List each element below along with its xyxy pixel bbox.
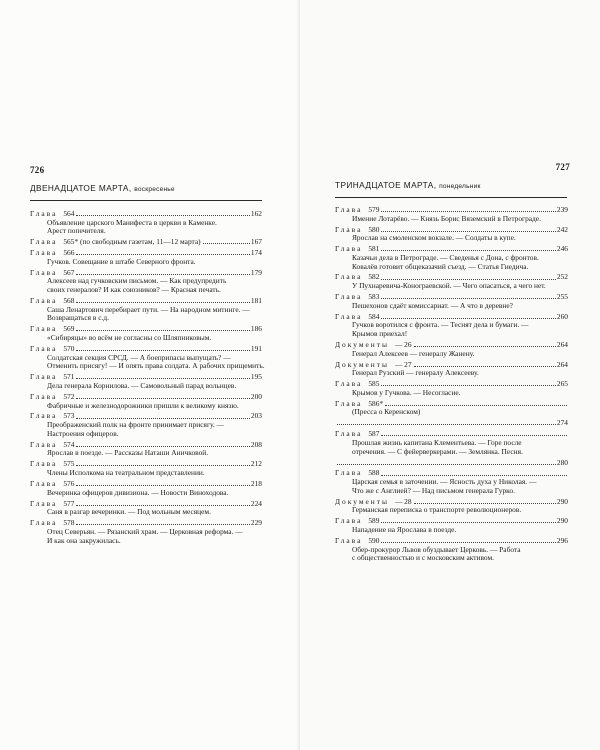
chapter-description xyxy=(30,528,262,545)
chapter-number: — 28 xyxy=(394,496,412,506)
chapter-description xyxy=(335,282,568,291)
toc-entry xyxy=(335,245,568,271)
chapter-description xyxy=(335,546,568,563)
right-page xyxy=(300,0,600,750)
toc-entry xyxy=(30,238,262,247)
chapter-description xyxy=(335,478,568,495)
chapter-page: 167 xyxy=(250,237,262,247)
chapter-number: 580 xyxy=(368,224,380,234)
chapter-description xyxy=(30,508,262,517)
chapter-number: 589 xyxy=(368,516,380,526)
description-line: своих генералов? И как союзников? — Красная печать. xyxy=(47,285,221,295)
dot-leader xyxy=(337,424,556,425)
description-line: Германская переписка о транспорте революционеров. xyxy=(352,505,522,515)
dot-leader xyxy=(381,475,567,476)
toc-entry xyxy=(30,249,262,266)
toc-entry xyxy=(335,419,568,428)
description-line: У Пухнаревича-Конограевской. — Чего опасаться, а чего нет. xyxy=(352,281,546,291)
dot-leader xyxy=(381,231,555,232)
chapter-number: 582 xyxy=(368,272,380,282)
toc-entry-heading xyxy=(335,419,568,428)
chapter-page: 200 xyxy=(250,391,262,401)
dot-leader xyxy=(203,243,250,244)
description-line: отречения. — С фейерверкерами. — Землянка. Песня. xyxy=(352,446,523,456)
toc-left xyxy=(30,209,265,547)
dot-leader xyxy=(385,405,567,406)
toc-entry xyxy=(335,341,568,358)
dot-leader xyxy=(414,503,556,504)
dot-leader xyxy=(76,465,249,466)
description-line: Фабричные и железнодорожники пришли к великому князю. xyxy=(47,400,239,410)
chapter-page: 246 xyxy=(556,244,568,254)
running-head-left-title: ДВЕНАДЦАТОЕ МАРТА, xyxy=(30,183,132,193)
description-line: Пешехонов сдаёт комиссариат. — А что в деревне? xyxy=(352,300,513,310)
dot-leader xyxy=(337,464,556,465)
dot-leader xyxy=(76,330,249,331)
dot-leader xyxy=(76,485,249,486)
chapter-description xyxy=(30,334,262,343)
toc-entry xyxy=(30,441,262,458)
chapter-page: 290 xyxy=(556,516,568,526)
description-line: Дела генерала Корнилова. — Самовольный парад вольнцев. xyxy=(47,380,237,390)
chapter-label: Глава xyxy=(335,535,363,545)
description-line: Что же с Англией? — Над письмом генерала Гурко. xyxy=(352,485,515,495)
toc-entry-heading xyxy=(30,238,262,247)
dot-leader xyxy=(76,524,249,525)
chapter-label: Глава xyxy=(30,372,58,382)
description-line: Настроения офицеров. xyxy=(47,428,119,438)
description-line: И как она закружилась. xyxy=(47,535,121,545)
dot-leader xyxy=(381,542,555,543)
chapter-label: Глава xyxy=(30,459,58,469)
toc-entry xyxy=(335,498,568,515)
chapter-description xyxy=(335,526,568,535)
toc-entry xyxy=(335,537,568,563)
toc-entry xyxy=(335,517,568,534)
chapter-number: 590 xyxy=(368,535,380,545)
dot-leader xyxy=(381,211,555,212)
chapter-label: Глава xyxy=(335,311,363,321)
chapter-description xyxy=(335,408,568,417)
description-line: Прошлая жизнь капитана Клементьева. — Горе после xyxy=(352,437,522,447)
chapter-label: Глава xyxy=(335,398,363,408)
chapter-page: 229 xyxy=(250,518,262,528)
running-head-rule-right xyxy=(335,197,567,198)
chapter-page: 186 xyxy=(250,324,262,334)
running-head-right-title: ТРИНАДЦАТОЕ МАРТА, xyxy=(335,180,437,190)
toc-entry xyxy=(30,269,262,295)
chapter-number: 588 xyxy=(368,468,380,478)
toc-right xyxy=(335,206,568,565)
description-line: Члены Исполкома на театральном представлении. xyxy=(47,468,205,478)
chapter-page: 181 xyxy=(250,296,262,306)
dot-leader xyxy=(76,446,249,447)
chapter-number: 576 xyxy=(63,478,75,488)
running-head-left xyxy=(30,183,175,193)
description-line: «Сибиряцы» во всём не согласны со Шляпниковым. xyxy=(47,333,212,343)
toc-entry xyxy=(30,480,262,497)
dot-leader xyxy=(76,274,249,275)
chapter-label: Глава xyxy=(335,429,363,439)
toc-entry xyxy=(335,380,568,397)
description-line: Арест попечителя. xyxy=(47,226,106,236)
chapter-number: 575 xyxy=(63,459,75,469)
chapter-label: Документы xyxy=(335,359,389,369)
chapter-description xyxy=(335,506,568,515)
chapter-description xyxy=(335,350,568,359)
chapter-label: Глава xyxy=(30,237,58,247)
chapter-number: 581 xyxy=(368,244,380,254)
description-line: Преображенский полк на фронте принимает присягу. — xyxy=(47,420,225,430)
chapter-number: 583 xyxy=(368,292,380,302)
chapter-label: Глава xyxy=(30,478,58,488)
toc-entry xyxy=(30,460,262,477)
chapter-number: 567 xyxy=(63,267,75,277)
chapter-description xyxy=(335,302,568,311)
dot-leader xyxy=(76,302,249,303)
description-line: Ярослав в поезде. — Рассказы Наташи Аничковой. xyxy=(47,448,209,458)
chapter-page: 260 xyxy=(556,311,568,321)
dot-leader xyxy=(414,346,556,347)
description-line: Гучков воротился с фронта. — Теснят дела и бумаги. — xyxy=(352,320,529,330)
toc-entry xyxy=(30,325,262,342)
dot-leader xyxy=(76,378,249,379)
chapter-description xyxy=(30,402,262,411)
chapter-description xyxy=(335,439,568,456)
page-number-left: 726 xyxy=(30,165,45,175)
chapter-label: Глава xyxy=(30,411,58,421)
toc-entry xyxy=(335,430,568,456)
chapter-description xyxy=(335,215,568,224)
description-line: Нападение на Ярослава в поезде. xyxy=(352,525,457,535)
toc-entry xyxy=(335,293,568,310)
chapter-page: 255 xyxy=(556,292,568,302)
chapter-page: 280 xyxy=(556,457,568,467)
chapter-number: 566 xyxy=(63,248,75,258)
chapter-description xyxy=(30,382,262,391)
dot-leader xyxy=(381,385,555,386)
toc-entry xyxy=(30,412,262,438)
chapter-page: 252 xyxy=(556,272,568,282)
chapter-number: 574 xyxy=(63,439,75,449)
page-number-right: 727 xyxy=(555,162,570,172)
chapter-label: Глава xyxy=(335,379,363,389)
chapter-label: Глава xyxy=(30,498,58,508)
chapter-page: 265 xyxy=(556,379,568,389)
description-line: (Пресса о Керенском) xyxy=(352,407,421,417)
chapter-number: 569 xyxy=(63,324,75,334)
running-head-right-sub: понедельник xyxy=(439,183,481,190)
chapter-number: 577 xyxy=(63,498,75,508)
chapter-number: 573 xyxy=(63,411,75,421)
running-head-right xyxy=(335,180,481,190)
toc-entry xyxy=(335,361,568,378)
chapter-page: 274 xyxy=(556,418,568,428)
chapter-description xyxy=(30,352,265,371)
dot-leader xyxy=(381,250,555,251)
chapter-number: 564 xyxy=(63,209,75,218)
toc-entry xyxy=(30,500,262,517)
chapter-number: 578 xyxy=(63,518,75,528)
chapter-page: 212 xyxy=(250,459,262,469)
chapter-label: Глава xyxy=(30,209,58,218)
chapter-description xyxy=(335,321,568,338)
description-line: Алексеев над гучковским письмом. — Как предупредить xyxy=(47,276,227,286)
chapter-page: 242 xyxy=(556,224,568,234)
toc-entry xyxy=(30,210,262,236)
description-line: Саня в разгар вечеринки. — Под мольным месяцем. xyxy=(47,507,211,517)
description-line: Саша Ленартович перебирает пути. — На народном митинге. — xyxy=(47,304,250,314)
toc-entry xyxy=(335,206,568,223)
toc-entry xyxy=(335,469,568,495)
toc-entry xyxy=(30,343,265,371)
chapter-page: 208 xyxy=(250,439,262,449)
chapter-page: 162 xyxy=(250,209,262,218)
toc-entry xyxy=(30,393,262,410)
dot-leader xyxy=(76,505,249,506)
chapter-description xyxy=(30,306,262,323)
description-line: Крымов приехал! xyxy=(352,329,408,339)
chapter-description xyxy=(30,421,262,438)
chapter-label: Глава xyxy=(30,296,58,306)
chapter-number: 586* xyxy=(368,398,384,408)
dot-leader xyxy=(76,350,249,351)
chapter-number: 585 xyxy=(368,379,380,389)
toc-entry xyxy=(335,459,568,468)
chapter-page: 179 xyxy=(250,267,262,277)
chapter-page: 264 xyxy=(556,359,568,369)
chapter-description xyxy=(335,369,568,378)
description-line: Царская семья в заточении. — Ясность духа у Николая. — xyxy=(352,477,537,487)
description-line: Генерал Алексеев — генералу Жанену. xyxy=(352,348,475,358)
description-line: Ярослав на смоленском вокзале. — Солдаты в купе. xyxy=(352,233,516,243)
toc-entry xyxy=(30,373,262,390)
toc-entry-heading xyxy=(335,459,568,468)
chapter-page: 191 xyxy=(250,343,262,353)
chapter-page: 174 xyxy=(250,248,262,258)
description-line: Крымов у Гучкова. — Несогласие. xyxy=(352,387,461,397)
chapter-number: 565* (по свободным газетам, 11—12 марта) xyxy=(63,237,201,247)
description-line: Ковалёв готовит общеказачий съезд. — Статья Гиедича. xyxy=(352,261,529,271)
chapter-number: 584 xyxy=(368,311,380,321)
chapter-label: Глава xyxy=(30,248,58,258)
description-line: Солдатская секция СРСД. — А боеприпасы выпущать? — xyxy=(47,352,231,362)
dot-leader xyxy=(76,254,249,255)
chapter-description xyxy=(30,449,262,458)
description-line: Гучков. Совещание в штабе Северного фронта. xyxy=(47,256,196,266)
chapter-description xyxy=(30,219,262,236)
chapter-page: 239 xyxy=(556,205,568,214)
chapter-label: Глава xyxy=(335,272,363,282)
description-line: с общественностью и с московским активом. xyxy=(352,553,494,563)
chapter-description xyxy=(30,489,262,498)
chapter-number: 571 xyxy=(63,372,75,382)
chapter-page: 195 xyxy=(250,372,262,382)
chapter-label: Документы xyxy=(335,339,389,349)
chapter-label: Глава xyxy=(30,518,58,528)
chapter-number: 579 xyxy=(368,205,380,214)
dot-leader xyxy=(76,418,249,419)
toc-entry xyxy=(335,273,568,290)
chapter-page: 203 xyxy=(250,411,262,421)
chapter-page: 296 xyxy=(556,535,568,545)
description-line: Казачьи дела в Петрограде. — Сведенья с Дона, с фронтов. xyxy=(352,252,539,262)
chapter-page: 224 xyxy=(250,498,262,508)
running-head-rule-left xyxy=(30,200,262,201)
chapter-number: — 26 xyxy=(394,339,412,349)
chapter-page: 264 xyxy=(556,339,568,349)
description-line: Возвращаться в с.д. xyxy=(47,313,109,323)
chapter-label: Глава xyxy=(335,468,363,478)
description-line: Обер-прокурор Львов обуздывает Церковь. — Работа xyxy=(352,544,521,554)
chapter-page: 218 xyxy=(250,478,262,488)
chapter-label: Глава xyxy=(30,439,58,449)
toc-entry xyxy=(335,313,568,339)
toc-entry xyxy=(335,400,568,417)
dot-leader xyxy=(381,435,567,436)
chapter-number: 572 xyxy=(63,391,75,401)
toc-entry xyxy=(335,226,568,243)
toc-entry xyxy=(30,297,262,323)
dot-leader xyxy=(76,215,249,216)
chapter-label: Глава xyxy=(30,391,58,401)
description-line: Отец Северьян. — Рязанский храм. — Церковная реформа. — xyxy=(47,526,243,536)
chapter-label: Глава xyxy=(335,224,363,234)
chapter-description xyxy=(335,389,568,398)
dot-leader xyxy=(381,298,555,299)
description-line: Генерал Рузский — генералу Алексееву. xyxy=(352,368,479,378)
chapter-number: 568 xyxy=(63,296,75,306)
running-head-left-sub: воскресенье xyxy=(134,186,175,193)
chapter-number: 570 xyxy=(63,343,75,353)
chapter-description xyxy=(335,234,568,243)
chapter-number: 587 xyxy=(368,429,380,439)
chapter-description xyxy=(30,258,262,267)
chapter-label: Глава xyxy=(30,343,58,353)
dot-leader xyxy=(381,318,555,319)
chapter-number: — 27 xyxy=(394,359,412,369)
description-line: Объявление царского Манифеста в церкви в Каменке. xyxy=(47,217,217,227)
chapter-description xyxy=(335,254,568,271)
dot-leader xyxy=(381,279,555,280)
description-line: Отменить присягу! — И опять права солдата. А рабочих прищемить. xyxy=(47,361,265,371)
chapter-description xyxy=(30,277,262,294)
chapter-label: Глава xyxy=(335,205,363,214)
chapter-label: Глава xyxy=(335,244,363,254)
toc-entry xyxy=(30,519,262,545)
chapter-label: Глава xyxy=(30,324,58,334)
chapter-label: Глава xyxy=(335,516,363,526)
chapter-page: 290 xyxy=(556,496,568,506)
dot-leader xyxy=(381,522,555,523)
chapter-label: Глава xyxy=(335,292,363,302)
chapter-description xyxy=(30,469,262,478)
chapter-label: Документы xyxy=(335,496,389,506)
dot-leader xyxy=(76,398,249,399)
description-line: Вечеринка офицеров дивизиона. — Новости Виноходова. xyxy=(47,487,229,497)
description-line: Имение Лотарёво. — Князь Борис Вяземский в Петрограде. xyxy=(352,213,541,223)
chapter-label: Глава xyxy=(30,267,58,277)
dot-leader xyxy=(414,366,556,367)
